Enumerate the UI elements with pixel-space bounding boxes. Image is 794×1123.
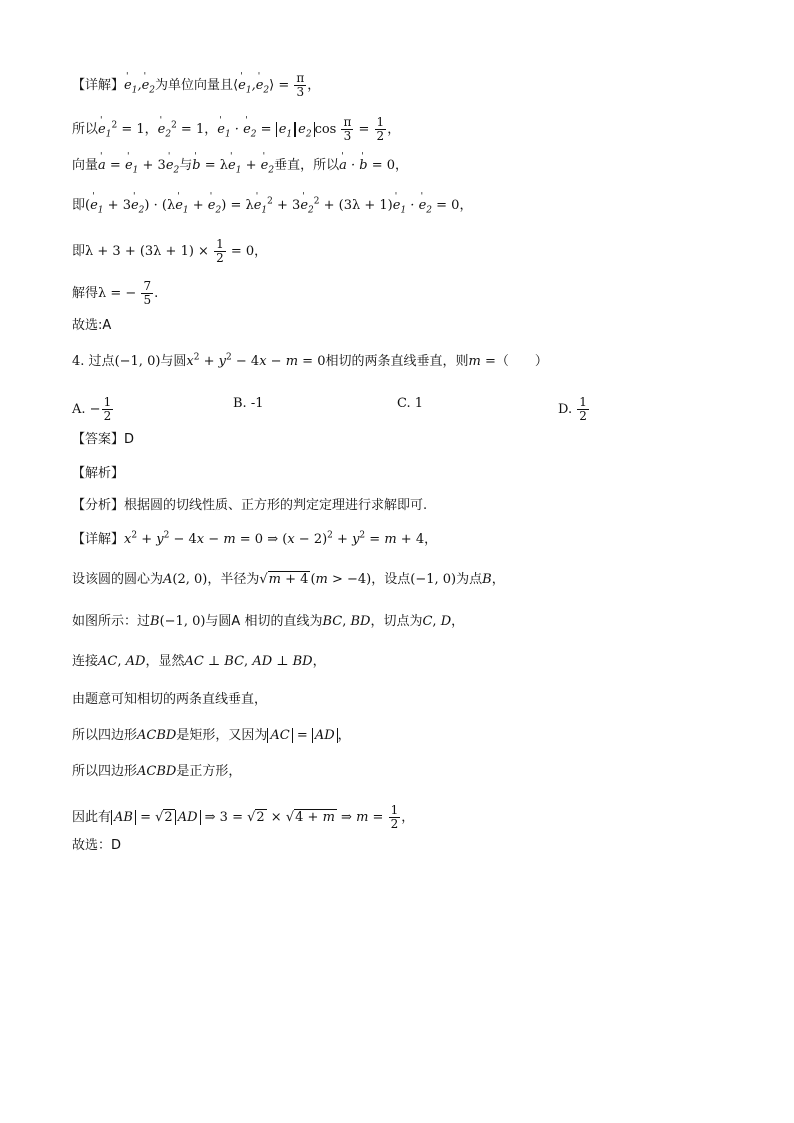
analysis-line: 【分析】根据圆的切线性质、正方形的判定定理进行求解即可.	[72, 498, 428, 513]
question-number: 4.	[72, 354, 85, 369]
option-a: A. − $\frac{1}{2}$	[72, 395, 112, 423]
so-text: 所以	[72, 122, 99, 137]
detail-line-3: 如图所示：过B(−1, 0)与圆A 相切的直线为BC, BD，切点为C, D，	[72, 614, 465, 629]
question-4-stem: 4. 过点(−1, 0)与圆$x^2 + y^2 - 4x - m = 0$相切的两条直线垂直，则m =（ ）	[72, 352, 548, 369]
detail-line-8: 因此有 AB = √2 AD ⇒ 3 = √2 × √4 + m ⇒ m = $\frac{1}{2}$ ，	[72, 803, 415, 831]
option-c: C. 1	[397, 396, 424, 411]
prev-detail-line-6: 解得λ = − $\frac{7}{5}$ .	[72, 279, 159, 307]
prev-detail-line-4: 即(' $e_1 + 3'$ $e_2) \cdot (\lambda'$ $e_1$ + ' $e_2) = \lambda'$ $e_1^2 + 3'$ $e_2^2 + (3\lambda + 1)'$ $e_1$ · ' $e_2 = 0$，	[72, 198, 472, 214]
analysis-label: 【分析】	[72, 498, 125, 513]
detail-text: 为单位向量且	[155, 78, 234, 93]
detail-line-2: 设该圆的圆心为A(2, 0)，半径为√m + 4 (m > −4)，设点(−1, 0)为点B，	[72, 572, 505, 587]
fraction: $\frac{7}{5}$	[143, 279, 152, 307]
detail-label: 【详解】	[72, 532, 125, 547]
answer-line	[72, 432, 134, 448]
option-b: B. -1	[233, 396, 264, 411]
fraction: $\frac{1}{2}$	[579, 395, 587, 423]
fraction: $\frac{1}{2}$	[390, 803, 399, 831]
detail-line-5: 由题意可知相切的两条直线垂直，	[72, 692, 268, 707]
detail-label: 【详解】	[72, 78, 125, 93]
perp-text: 垂直，所以	[274, 158, 340, 173]
fraction: $\frac{\pi}{3}$	[343, 115, 352, 143]
prev-answer-line: 故选:A	[72, 318, 112, 333]
prev-detail-line-3: 向量' a = ' $e_1 + 3'$ $e_2$与' b = λ' $e_1$ + ' $e_2$垂直，所以' a · ' b = 0，	[72, 158, 408, 174]
detail-line-7: 所以四边形ACBD是正方形，	[72, 764, 242, 779]
option-d: D. $\frac{1}{2}$	[558, 395, 587, 423]
prev-detail-line-2: 所以' $e_1^2 = 1$，' $e_2^2 = 1$，' $e_1$ · ' $e_2 = e_1$ $e_2$ cos $\frac{\pi}{3}$ = $\frac{1}{2}$ ，	[72, 116, 400, 143]
vector-text: 向量	[72, 158, 99, 173]
prev-detail-line-5: 即λ + 3 + (3λ + 1) × $\frac{1}{2}$ = 0，	[72, 237, 268, 265]
detail-line-6: 所以四边形ACBD是矩形，又因为 AC = AD ，	[72, 728, 351, 743]
solve-text: 解得	[72, 286, 99, 301]
fraction: $\frac{\pi}{3}$	[296, 71, 305, 99]
ji-text: 即	[72, 198, 86, 213]
fraction: $\frac{1}{2}$	[216, 237, 224, 265]
fraction: $\frac{1}{2}$	[103, 395, 112, 423]
fraction: $\frac{1}{2}$	[376, 115, 385, 143]
ji2-text: 即	[72, 244, 86, 259]
detail-line-4: 连接AC, AD，显然AC ⊥ BC, AD ⊥ BD，	[72, 654, 326, 669]
detail-line-1: 【详解】$x^2 + y^2 - 4x - m = 0$ ⇒ $(x - 2)^2 + y^2 = m + 4$，	[72, 530, 438, 547]
analysis-heading: 【解析】	[72, 466, 125, 481]
answer-label: 【答案】	[72, 432, 125, 447]
final-answer: 故选：D	[72, 838, 122, 853]
prev-detail-line-1: 【详解】' $e_1,'$ $e_2$为单位向量且⟨' $e_1,'$ $e_2⟩$ = $\frac{\pi}{3}$ ，	[72, 72, 320, 99]
answer-value: D	[124, 432, 135, 447]
